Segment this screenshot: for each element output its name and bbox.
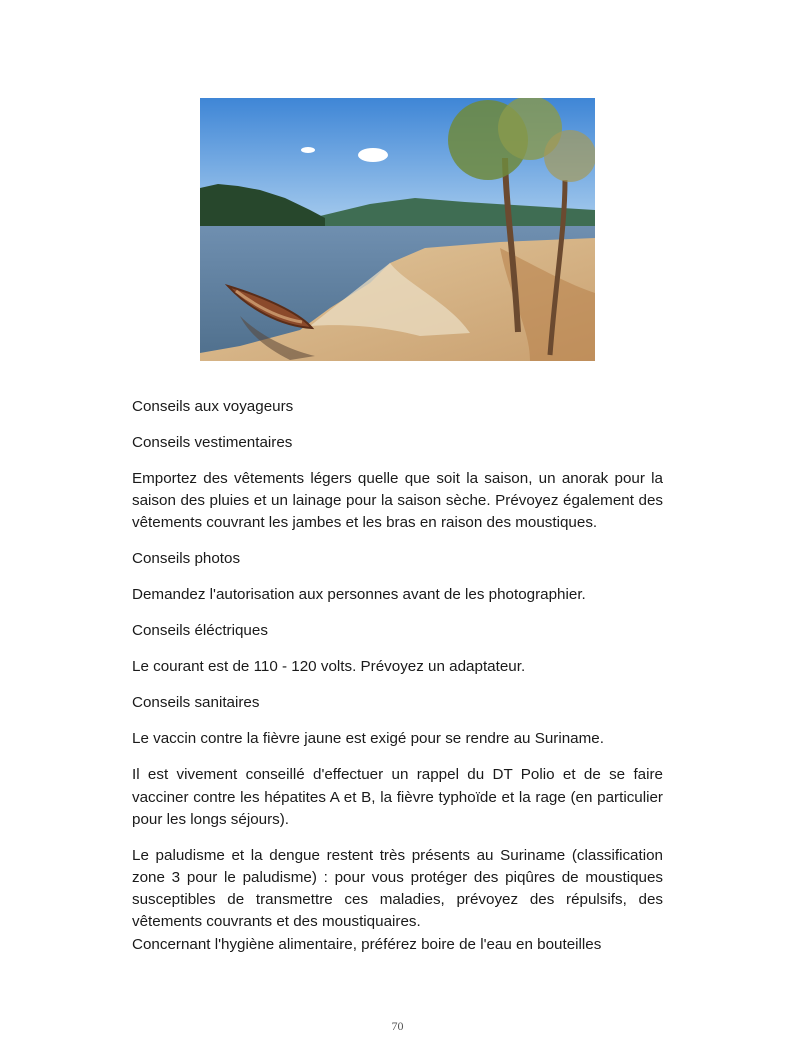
photo-heading: Conseils photos (132, 550, 241, 568)
section-title: Conseils aux voyageurs (132, 398, 294, 415)
cloud (358, 148, 388, 162)
health-paragraph: Le paludisme et la dengue restent très présents au Suriname (classification zone 3 pour le paludisme) : pour vous protéger des piqûres de moustiques susceptibles de transmettre ces maladies, prévoyez des répulsifs, des vêtements couvrants et des moustiquaires. (132, 846, 663, 931)
electric-heading: Conseils éléctriques (132, 622, 268, 640)
photo-paragraph: Demandez l'autorisation aux personnes avant de les photographier. (132, 586, 586, 604)
page-number: 70 (391, 1019, 404, 1033)
tree-canopy (544, 130, 595, 182)
electric-paragraph: Le courant est de 110 - 120 volts. Prévoyez un adaptateur. (132, 658, 526, 676)
lakeshore-illustration (200, 98, 595, 361)
clothing-paragraph: Emportez des vêtements légers quelle que soit la saison, un anorak pour la saison des pluies et un lainage pour la saison sèche. Prévoyez également des vêtements couvrant les jambes et les bras en raison des moustiques. (132, 470, 663, 532)
travel-advice-section (132, 396, 663, 956)
cloud (301, 147, 315, 153)
health-paragraph: Concernant l'hygiène alimentaire, préférez boire de l'eau en bouteilles (132, 935, 602, 953)
health-paragraph: Il est vivement conseillé d'effectuer un rappel du DT Polio et de se faire vacciner contre les hépatites A et B, la fièvre typhoïde et la rage (en particulier pour les longs séjours). (132, 766, 663, 828)
clothing-heading: Conseils vestimentaires (132, 434, 293, 451)
lakeshore-photo (200, 98, 595, 361)
health-heading: Conseils sanitaires (132, 694, 260, 712)
health-paragraph: Le vaccin contre la fièvre jaune est exigé pour se rendre au Suriname. (132, 730, 604, 748)
